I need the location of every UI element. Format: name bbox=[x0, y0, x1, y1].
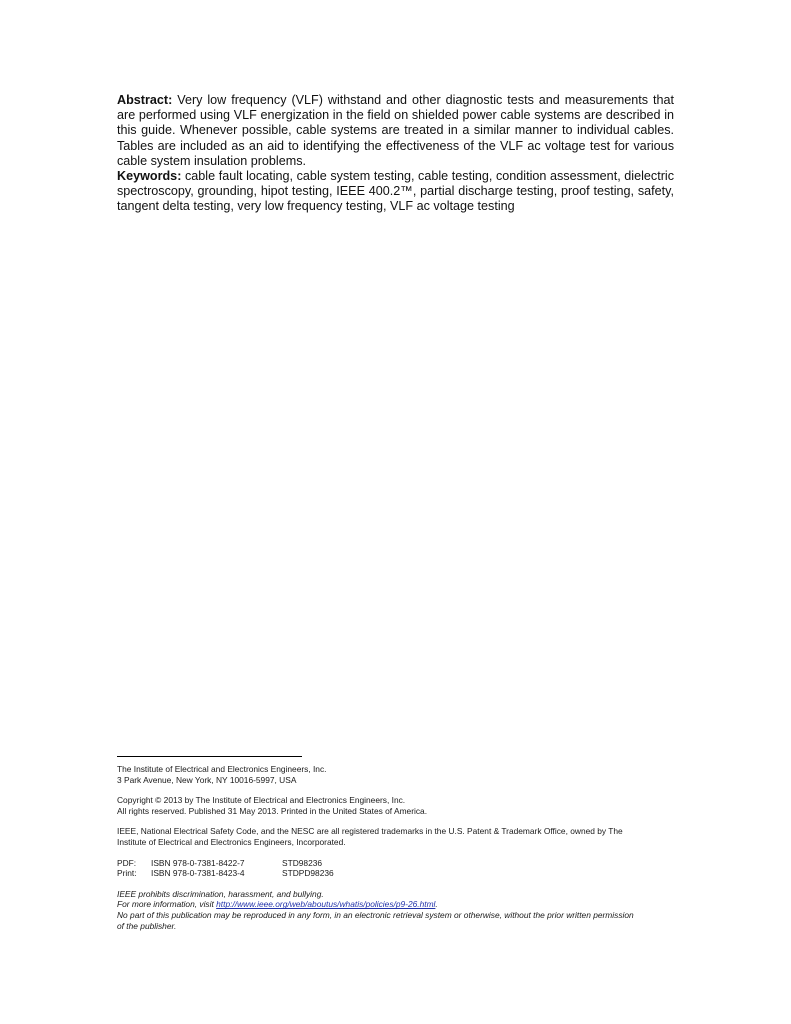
keywords-label: Keywords: bbox=[117, 169, 182, 184]
std-number: STDPD98236 bbox=[282, 868, 334, 879]
abstract-label: Abstract: bbox=[117, 93, 173, 107]
trademark-line-2: Institute of Electrical and Electronics Engineers, Incorporated. bbox=[117, 836, 346, 847]
copyright-line-2: All rights reserved. Published 31 May 2013. Printed in the United States of America. bbox=[117, 805, 428, 816]
isbn-format: Print: bbox=[117, 868, 137, 879]
publisher-name: The Institute of Electrical and Electronics Engineers, Inc. bbox=[117, 764, 327, 774]
abstract-paragraph bbox=[117, 93, 674, 169]
trademark-line-1: IEEE, National Electrical Safety Code, and the NESC are all registered trademarks in the U.S. Patent & Trademark Office, owned by The bbox=[117, 826, 623, 837]
copyright-line-1: Copyright © 2013 by The Institute of Electrical and Electronics Engineers, Inc. bbox=[117, 795, 406, 806]
policy-notice bbox=[117, 889, 687, 931]
publisher-info bbox=[117, 764, 687, 785]
notice-line-4: of the publisher. bbox=[117, 920, 177, 931]
isbn-format: PDF: bbox=[117, 857, 137, 868]
notice-line-2-suffix: . bbox=[435, 899, 438, 910]
publisher-address: 3 Park Avenue, New York, NY 10016-5997, USA bbox=[117, 774, 297, 785]
footnote-divider bbox=[117, 756, 302, 757]
abstract-section bbox=[117, 93, 674, 215]
policy-link[interactable]: http://www.ieee.org/web/aboutus/whatis/policies/p9-26.html bbox=[216, 899, 436, 910]
isbn-row-print bbox=[117, 868, 334, 879]
notice-line-3: No part of this publication may be reproduced in any form, in an electronic retrieval system or otherwise, without the prior written permission bbox=[117, 909, 634, 920]
isbn-number: ISBN 978-0-7381-8423-4 bbox=[151, 868, 245, 879]
std-number: STD98236 bbox=[282, 857, 323, 868]
keywords-text: cable fault locating, cable system testing, cable testing, condition assessment, dielectric spectroscopy, grounding, hipot testing, IEEE 400.2™, partial discharge testing, proof testing, safety, tangent delta testing, very low frequency testing, VLF ac voltage testing bbox=[117, 169, 674, 214]
keywords-paragraph bbox=[117, 169, 674, 215]
abstract-text: Very low frequency (VLF) withstand and other diagnostic tests and measurements that are performed using VLF energization in the field on shielded power cable systems are described in this guide. Whenever possible, cable systems are treated in a similar manner to individual cables. Tables are included as an aid to identifying the effectiveness of the VLF ac voltage test for various cable system insulation problems. bbox=[117, 93, 674, 168]
trademark-notice bbox=[117, 826, 687, 847]
isbn-row-pdf bbox=[117, 858, 334, 869]
notice-line-2-prefix: For more information, visit bbox=[117, 899, 217, 910]
isbn-number: ISBN 978-0-7381-8422-7 bbox=[151, 857, 245, 868]
isbn-table bbox=[117, 858, 334, 879]
notice-line-1: IEEE prohibits discrimination, harassment, and bullying. bbox=[117, 888, 324, 899]
copyright-notice bbox=[117, 795, 687, 816]
publication-footer bbox=[117, 764, 687, 931]
